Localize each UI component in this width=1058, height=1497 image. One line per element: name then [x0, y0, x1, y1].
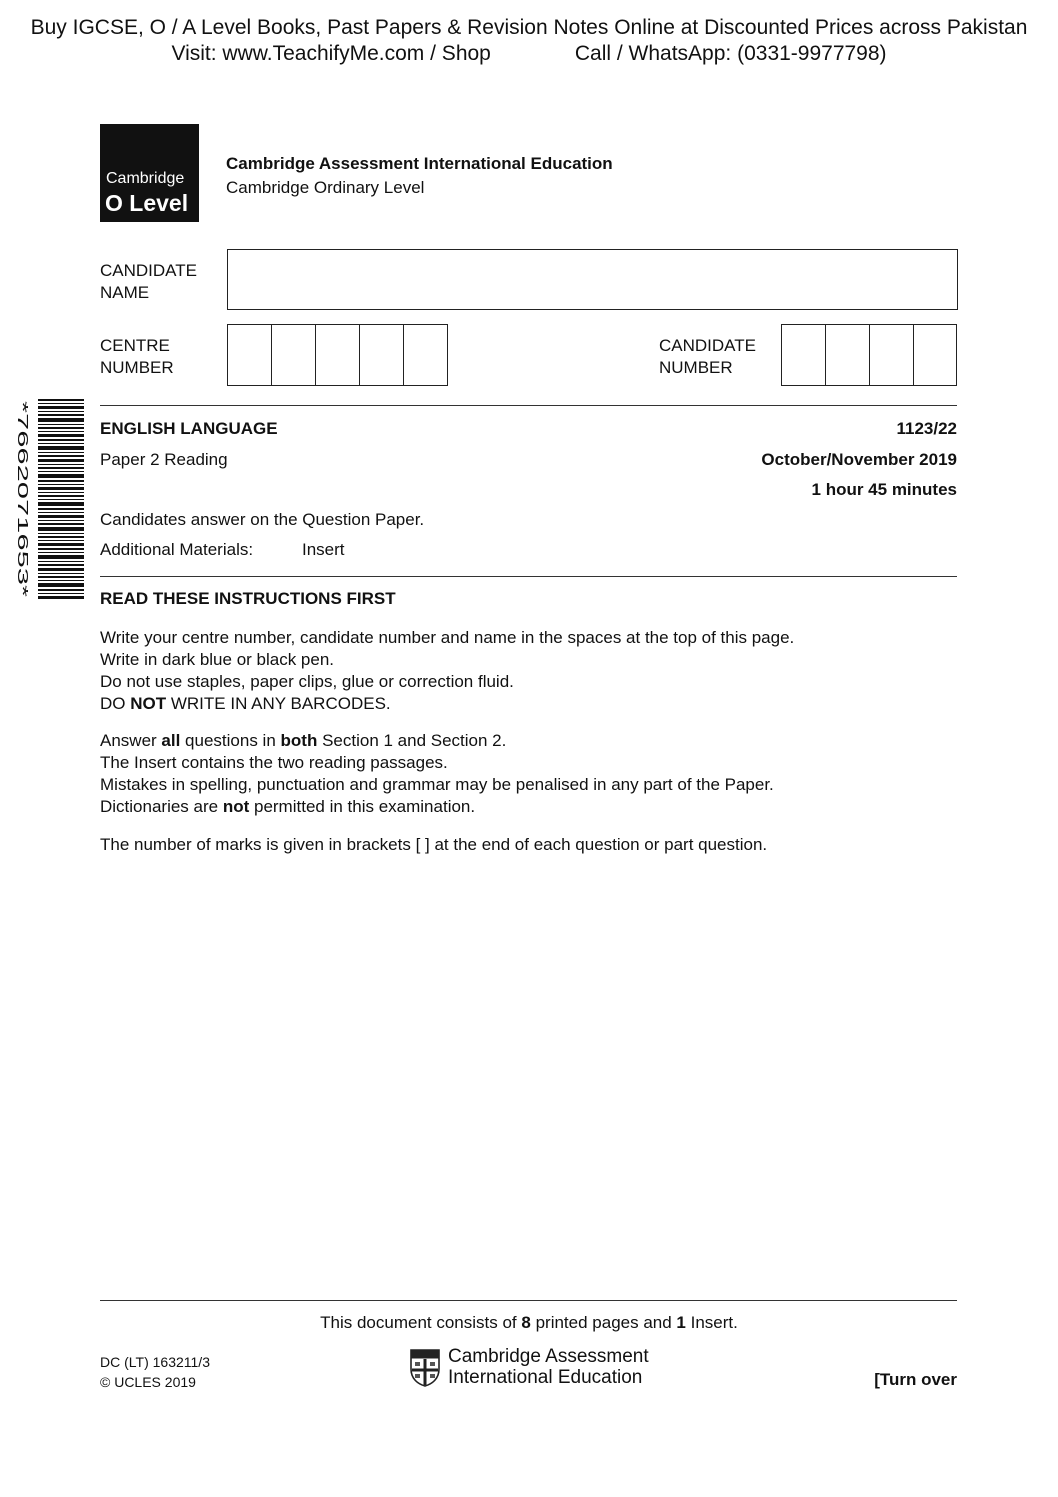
- instruction-line: Mistakes in spelling, punctuation and grammar may be penalised in any part of the Paper.: [100, 775, 774, 794]
- document-code: DC (LT) 163211/3: [100, 1354, 210, 1370]
- answer-instruction: Candidates answer on the Question Paper.: [100, 510, 425, 529]
- instruction-line: [100, 796, 774, 818]
- barcode-number: *7662071653*: [14, 401, 31, 497]
- text-fragment: Answer: [100, 731, 162, 750]
- instruction-line: Do not use staples, paper clips, glue or correction fluid.: [100, 672, 514, 691]
- barcode-digits: [12, 399, 34, 599]
- exam-duration: 1 hour 45 minutes: [811, 480, 957, 499]
- paper-code: 1123/22: [896, 419, 957, 438]
- cae-logo-line2: International Education: [448, 1367, 643, 1388]
- logo-line1: Cambridge: [106, 170, 185, 187]
- text-fragment: Dictionaries are: [100, 797, 223, 816]
- emphasis: both: [280, 731, 318, 750]
- instructions-paragraph-1: [100, 627, 794, 715]
- centre-number-cell[interactable]: [359, 325, 403, 385]
- cambridge-o-level-logo: [100, 124, 199, 222]
- centre-number-label-line1: CENTRE: [100, 336, 170, 355]
- marks-note: The number of marks is given in brackets [ ] at the end of each question or part question.: [100, 835, 768, 854]
- centre-number-cell[interactable]: [315, 325, 359, 385]
- cambridge-crest-icon: [410, 1349, 440, 1387]
- barcode-icon: [34, 399, 84, 599]
- text-fragment: DO: [100, 694, 131, 713]
- instruction-line: [100, 693, 794, 715]
- page-count-note: [0, 1313, 1058, 1333]
- candidate-name-label-line2: NAME: [100, 283, 150, 302]
- text-fragment: questions in: [180, 731, 281, 750]
- candidate-number-label-line1: CANDIDATE: [659, 336, 756, 355]
- promo-banner-line1: Buy IGCSE, O / A Level Books, Past Papers & Revision Notes Online at Discounted Prices across Pakistan: [30, 16, 1028, 39]
- text-fragment: This document consists of: [320, 1313, 522, 1332]
- materials-label: Additional Materials:: [100, 540, 254, 559]
- emphasis: 8: [521, 1313, 531, 1332]
- candidate-number-label-line2: NUMBER: [659, 358, 733, 377]
- emphasis: not: [222, 797, 250, 816]
- text-fragment: WRITE IN ANY BARCODES.: [166, 694, 391, 713]
- centre-number-label: [100, 335, 174, 379]
- divider: [100, 405, 957, 406]
- instructions-heading: READ THESE INSTRUCTIONS FIRST: [100, 589, 396, 608]
- promo-call-text: Call / WhatsApp: (0331-9977798): [574, 42, 887, 65]
- candidate-number-cell[interactable]: [913, 325, 956, 385]
- candidate-number-cell[interactable]: [869, 325, 913, 385]
- exam-session: October/November 2019: [761, 450, 957, 469]
- copyright: © UCLES 2019: [100, 1374, 196, 1390]
- candidate-name-field[interactable]: [227, 249, 958, 310]
- text-fragment: permitted in this examination.: [249, 797, 476, 816]
- materials-value: Insert: [302, 540, 345, 559]
- centre-number-cell[interactable]: [228, 325, 271, 385]
- divider: [100, 1300, 957, 1301]
- text-fragment: Insert.: [685, 1313, 738, 1332]
- centre-number-field[interactable]: [227, 324, 448, 386]
- org-name: Cambridge Assessment International Education: [226, 154, 613, 173]
- text-fragment: printed pages and: [530, 1313, 677, 1332]
- cae-logo-line1: Cambridge Assessment: [448, 1346, 649, 1367]
- candidate-number-label: [659, 335, 756, 379]
- centre-number-cell[interactable]: [403, 325, 447, 385]
- subject-title: ENGLISH LANGUAGE: [100, 419, 278, 438]
- instruction-line: Write your centre number, candidate number and name in the spaces at the top of this page.: [100, 628, 795, 647]
- instruction-line: [100, 730, 774, 752]
- instruction-line: Write in dark blue or black pen.: [100, 650, 335, 669]
- instructions-paragraph-2: [100, 730, 774, 818]
- divider: [100, 576, 957, 577]
- centre-number-cell[interactable]: [271, 325, 315, 385]
- candidate-name-label-line1: CANDIDATE: [100, 261, 197, 280]
- emphasis: 1: [676, 1313, 686, 1332]
- text-fragment: Section 1 and Section 2.: [317, 731, 507, 750]
- candidate-number-field[interactable]: [781, 324, 957, 386]
- emphasis: NOT: [130, 694, 167, 713]
- paper-name: Paper 2 Reading: [100, 450, 228, 469]
- qualification-level: Cambridge Ordinary Level: [226, 178, 425, 197]
- instruction-line: The Insert contains the two reading passages.: [100, 753, 448, 772]
- turn-over-note: [Turn over: [874, 1370, 957, 1389]
- emphasis: all: [161, 731, 181, 750]
- centre-number-label-line2: NUMBER: [100, 358, 174, 377]
- candidate-number-cell[interactable]: [825, 325, 869, 385]
- logo-line2: O Level: [105, 190, 189, 216]
- candidate-number-cell[interactable]: [782, 325, 825, 385]
- candidate-name-label: [100, 260, 197, 304]
- promo-banner-line2: [0, 42, 1058, 66]
- promo-visit-text: Visit: www.TeachifyMe.com / Shop: [171, 42, 491, 65]
